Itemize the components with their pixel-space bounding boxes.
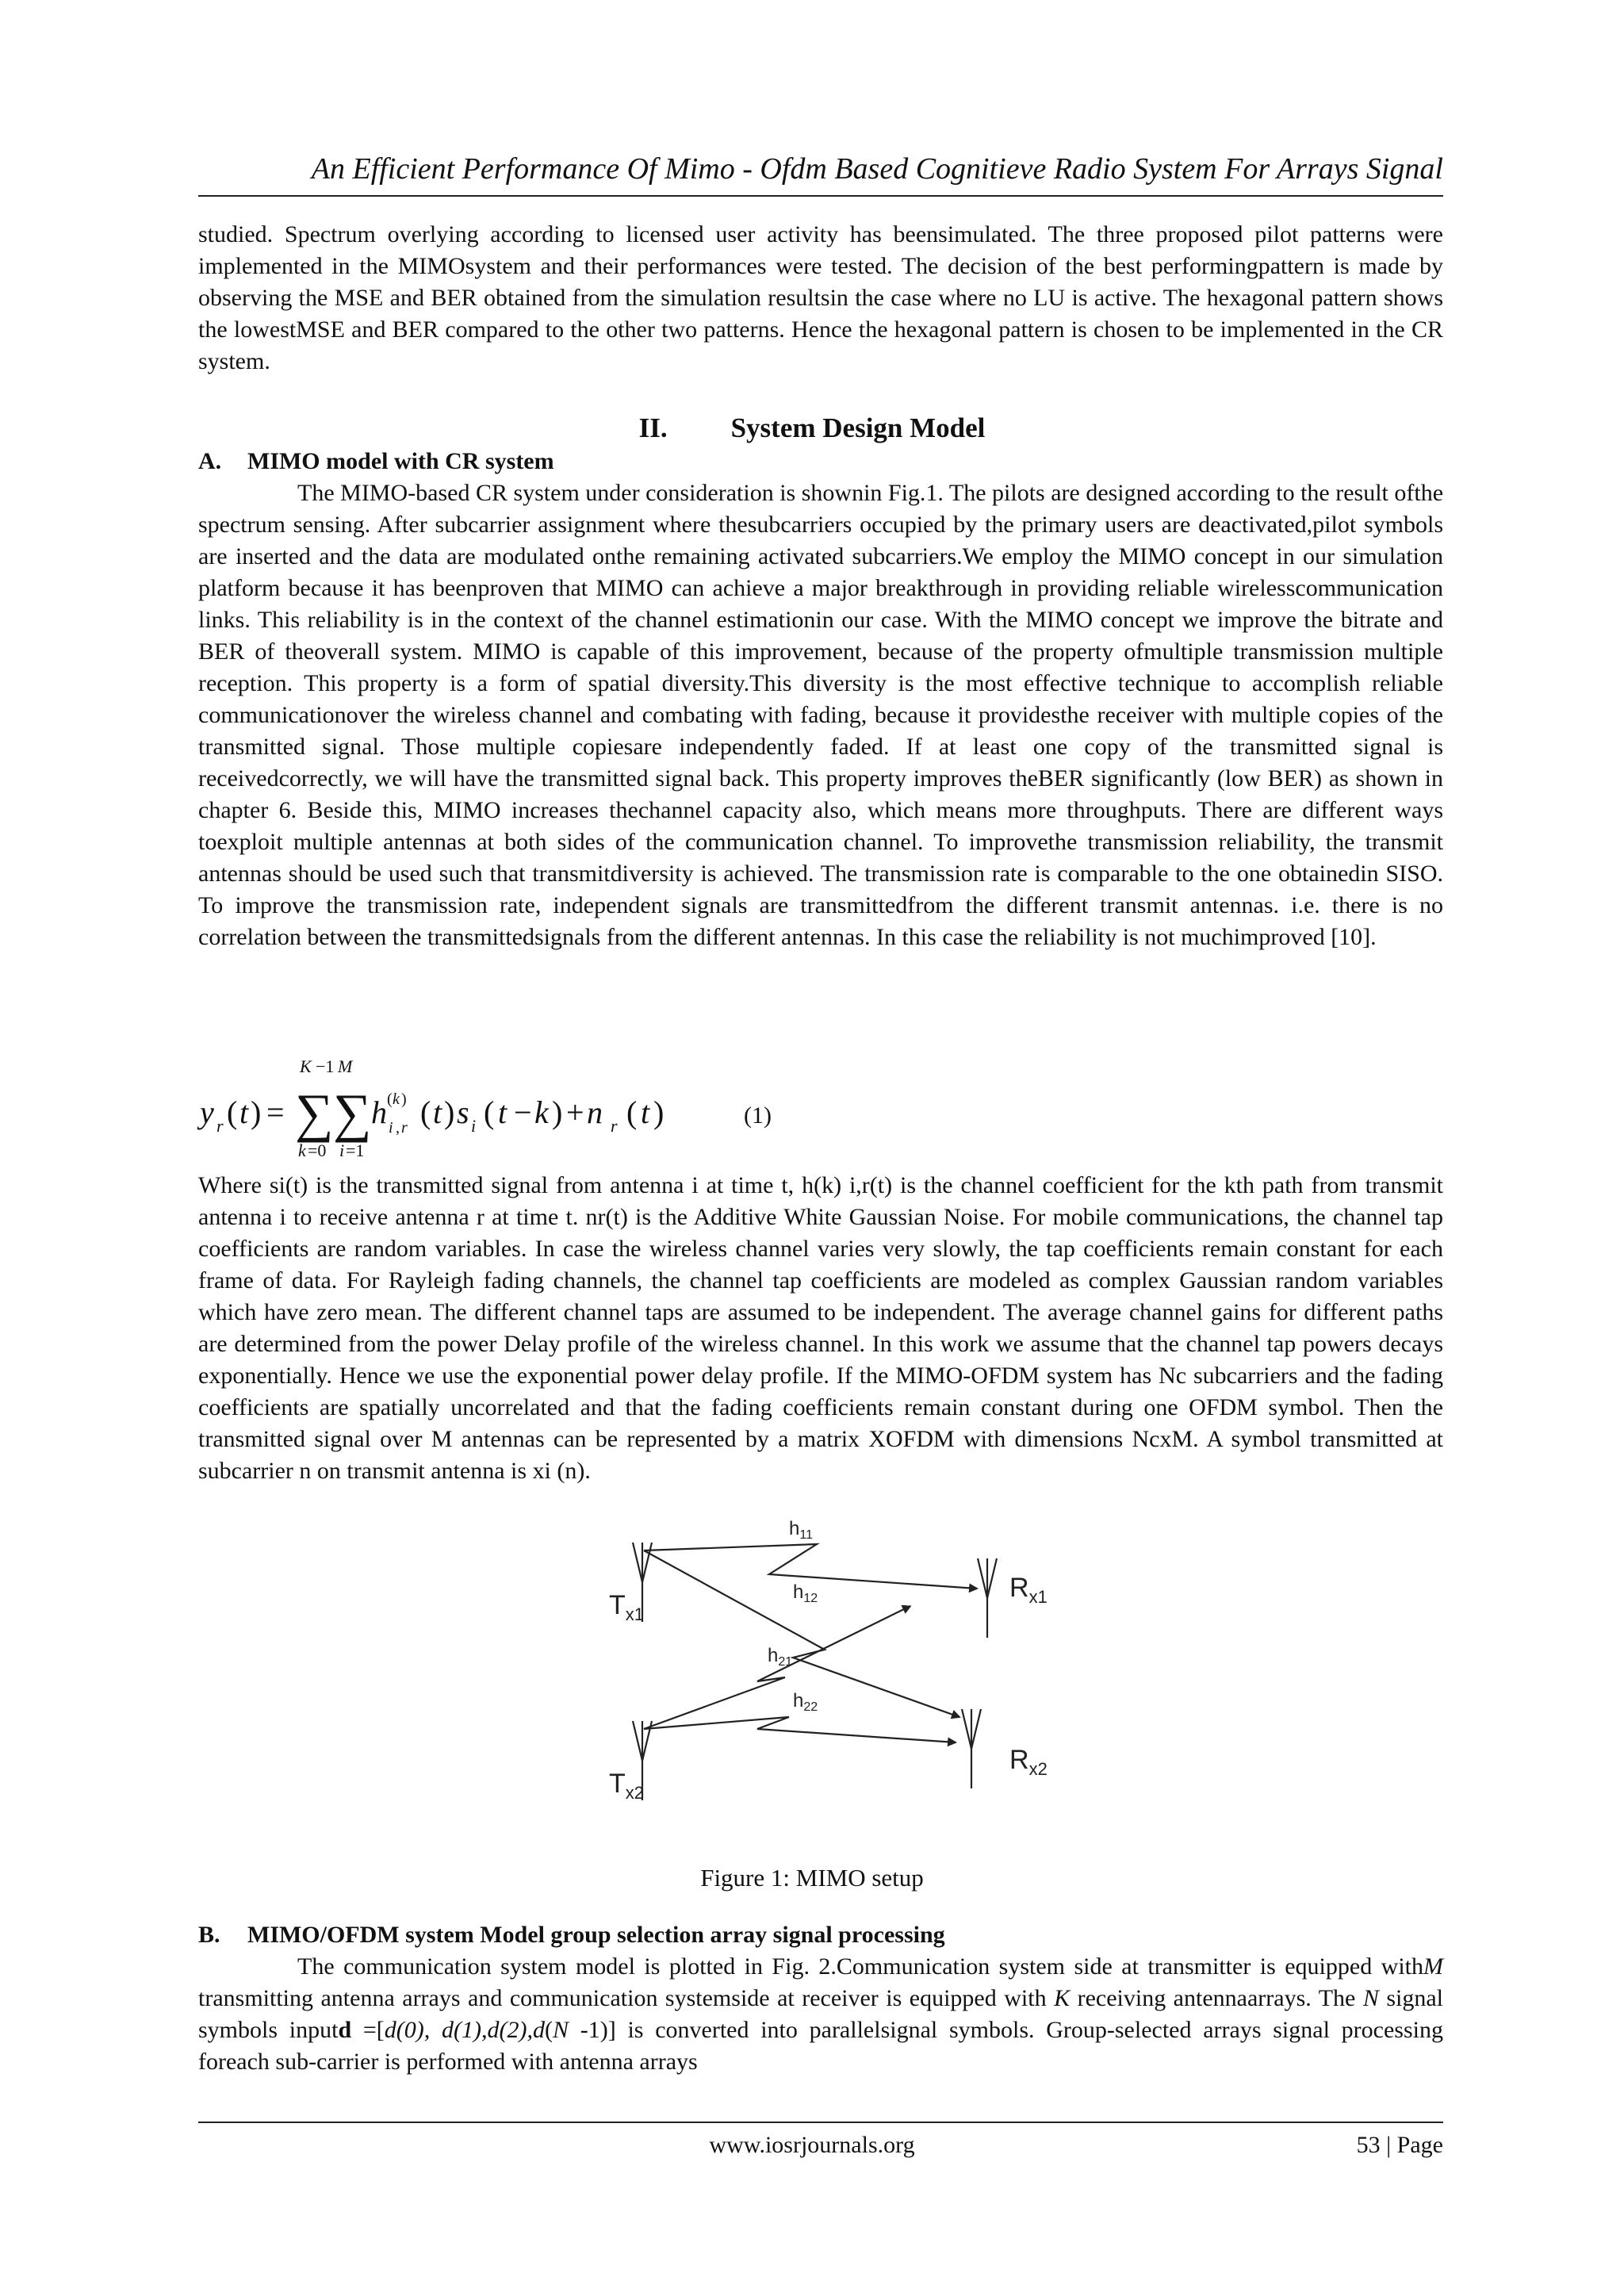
svg-text:=: = (266, 1094, 285, 1130)
symbol-N-2: N (552, 2017, 569, 2043)
svg-text:M: M (338, 1056, 353, 1076)
equation-1-graphic (198, 1055, 912, 1174)
subsection-b-text-3: receiving antennaarrays. The (1070, 1985, 1363, 2011)
svg-text:h11 (789, 1519, 813, 1542)
subsection-b-text-6: ( (544, 2017, 553, 2043)
mimo-setup-diagram (595, 1519, 1086, 1836)
svg-text:(: ( (387, 1091, 393, 1108)
rx2-antenna-icon (962, 1709, 981, 1788)
svg-text:Rx1 (1009, 1573, 1048, 1607)
section-number: II. (638, 412, 668, 443)
h21-sub: 21 (778, 1655, 793, 1669)
svg-text:s: s (457, 1094, 469, 1130)
svg-text:): ) (401, 1091, 407, 1108)
h22-path (644, 1717, 956, 1742)
equation-explanation-block (198, 1170, 1443, 1487)
rx1-antenna-icon (978, 1558, 997, 1638)
subsection-a-title: MIMO model with CR system (247, 448, 554, 474)
tx1-sub: x1 (625, 1604, 645, 1624)
subsection-b-paragraph (198, 1951, 1443, 2078)
svg-text:y: y (200, 1094, 214, 1130)
subsection-a-heading (198, 446, 1443, 477)
svg-text:i: i (389, 1119, 393, 1137)
h12-label: h (793, 1581, 804, 1603)
svg-text:): ) (552, 1094, 563, 1130)
tx2-label: T (609, 1769, 626, 1799)
svg-text:Tx1 (609, 1590, 644, 1624)
rx2-sub: x2 (1028, 1759, 1048, 1779)
section-title: System Design Model (730, 412, 986, 443)
h11-sub: 11 (799, 1528, 813, 1542)
svg-text:h21 (768, 1645, 792, 1669)
svg-text:i: i (339, 1140, 345, 1160)
svg-text:=1: =1 (346, 1140, 365, 1160)
header-rule (198, 195, 1443, 197)
svg-text:Rx2 (1009, 1745, 1048, 1779)
svg-text:t: t (641, 1094, 650, 1130)
intro-block (198, 219, 1443, 378)
svg-text:): ) (251, 1094, 262, 1130)
subsection-b-heading (198, 1919, 1443, 1951)
svg-text:(: ( (626, 1094, 638, 1130)
subsection-b-text-5: =[ (351, 2017, 385, 2043)
svg-text:r: r (611, 1116, 618, 1136)
symbol-N: N (1362, 1985, 1379, 2011)
symbol-K: K (1054, 1985, 1071, 2011)
svg-text:r: r (401, 1119, 408, 1137)
h21-label: h (768, 1645, 779, 1666)
subsection-b-text-4: signal symbols input (198, 1985, 1443, 2043)
svg-text:(: ( (227, 1094, 238, 1130)
h12-sub: 12 (803, 1592, 818, 1605)
svg-text:(: ( (420, 1094, 431, 1130)
subsection-a (198, 446, 1443, 953)
subsection-a-letter: A. (198, 448, 222, 474)
rx1-label: R (1009, 1573, 1029, 1603)
rx1-sub: x1 (1028, 1587, 1048, 1607)
footer-site: www.iosrjournals.org (709, 2132, 915, 2158)
svg-text:,: , (396, 1119, 400, 1137)
svg-text:(: ( (484, 1094, 495, 1130)
h22-label: h (793, 1690, 804, 1711)
svg-text:=0: =0 (308, 1140, 327, 1160)
subsection-b-text-2: transmitting antenna arrays and communication systemside at receiver is equipped with (198, 1985, 1055, 2011)
subsection-b-title: MIMO/OFDM system Model group selection array signal processing (247, 1922, 945, 1948)
subsection-b (198, 1919, 1443, 2078)
svg-text:k: k (393, 1091, 400, 1108)
h11-label: h (789, 1519, 800, 1539)
subsection-b-text-1: The communication system model is plotted in Fig. 2.Communication system side at transmitter is equipped with (297, 1953, 1423, 1980)
equation-1 (198, 1055, 912, 1174)
svg-text:−: − (514, 1094, 532, 1130)
svg-text:∑: ∑ (333, 1083, 372, 1143)
footer-page-number: 53 | Page (1356, 2132, 1443, 2158)
h11-path (644, 1544, 977, 1589)
section-heading (0, 412, 1624, 444)
svg-text:h22 (793, 1690, 818, 1714)
subsection-a-paragraph: The MIMO-based CR system under consideration is shownin Fig.1. The pilots are designed according to the result ofthe spectrum sensing. After subcarrier assignment where thesubcarriers occupied by the primary users are deactivated,pilot symbols are inserted and the data are modulated onthe remaining activated subcarriers.We employ the MIMO concept in our simulation platform because it has beenproven that MIMO can achieve a major breakthrough in providing reliable wirelesscommunication links. This reliability is in the context of the channel estimationin our case. With the MIMO concept we improve the bitrate and BER of theoverall system. MIMO is capable of this improvement, because of the property ofmultiple transmission multiple reception. This property is a form of spatial diversity.This diversity is the most effective technique to accomplish reliable communicationover the wireless channel and combating with fading, because it providesthe receiver with multiple copies of the transmitted signal. Those multiple copiesare independently faded. If at least one copy of the transmitted signal is receivedcorrectly, we will have the transmitted signal back. This property improves theBER significantly (low BER) as shown in chapter 6. Beside this, MIMO increases thechannel capacity also, which means more throughputs. There are different ways toexploit multiple antennas at both sides of the communication channel. To improvethe transmission reliability, the transmit antennas should be used such that transmitdiversity is achieved. The transmission rate is comparable to the one obtainedin SISO. To improve the transmission rate, independent signals are transmittedfrom the different transmit antennas. i.e. there is no correlation between the transmittedsignals from the different antennas. In this case the reliability is not muchimproved [10]. (198, 480, 1444, 950)
rx2-label: R (1009, 1745, 1029, 1775)
figure-1-caption: Figure 1: MIMO setup (700, 1864, 924, 1892)
svg-text:k: k (298, 1140, 306, 1160)
tx2-sub: x2 (625, 1783, 645, 1803)
svg-text:h: h (371, 1094, 387, 1130)
equation-number: (1) (744, 1102, 772, 1129)
equation-explanation: Where si(t) is the transmitted signal from antenna i at time t, h(k) i,r(t) is the channel coefficient for the kth path from transmit antenna i to receive antenna r at time t. nr(t) is the Additive White Gaussian Noise. For mobile communications, the channel tap coefficients are random variables. In case the wireless channel varies very slowly, the tap coefficients remain constant for each frame of data. For Rayleigh fading channels, the channel tap coefficients are modeled as complex Gaussian random variables which have zero mean. The different channel taps are assumed to be independent. The average channel gains for different paths are determined from the power Delay profile of the wireless channel. In this work we assume that the channel tap powers decays exponentially. Hence we use the exponential power delay profile. If the MIMO-OFDM system has Nc subcarriers and the fading coefficients are spatially uncorrelated and that the fading coefficients remain constant during one OFDM symbol. Then the transmitted signal over M antennas can be represented by a matrix XOFDM with dimensions NcxM. A symbol transmitted at subcarrier n on transmit antenna is xi (n). (198, 1172, 1443, 1484)
svg-text:t: t (433, 1094, 442, 1130)
svg-text:Tx2 (609, 1769, 644, 1803)
svg-text:t: t (498, 1094, 508, 1130)
svg-text:t: t (239, 1094, 249, 1130)
svg-text:∑: ∑ (295, 1083, 334, 1143)
intro-paragraph: studied. Spectrum overlying according to licensed user activity has beensimulated. The three proposed pilot patterns were implemented in the MIMOsystem and their performances were tested. The decision of the best performingpattern is made by observing the MSE and BER obtained from the simulation resultsin the case where no LU is active. The hexagonal pattern shows the lowestMSE and BER compared to the other two patterns. Hence the hexagonal pattern is chosen to be implemented in the CR system. (198, 221, 1443, 374)
figure-1 (595, 1519, 1086, 1836)
svg-text:+: + (566, 1094, 584, 1130)
running-title: An Efficient Performance Of Mimo - Ofdm Based Cognitieve Radio System For Arrays Signal (311, 152, 1443, 186)
subsection-b-text-7: -1)] is converted into parallelsignal symbols. Group-selected arrays signal processing foreach sub-carrier is performed with antenna arrays (198, 2017, 1443, 2075)
svg-text:−1: −1 (316, 1056, 335, 1076)
svg-text:): ) (653, 1094, 665, 1130)
symbol-M: M (1423, 1953, 1443, 1980)
symbol-sequence: d(0), d(1),d(2),d (384, 2017, 545, 2043)
svg-text:k: k (534, 1094, 549, 1130)
h22-sub: 22 (803, 1700, 818, 1714)
subsection-b-letter: B. (198, 1922, 220, 1948)
svg-text:i: i (471, 1116, 477, 1136)
svg-text:): ) (444, 1094, 455, 1130)
svg-text:n: n (587, 1094, 603, 1130)
footer-rule (198, 2122, 1443, 2123)
svg-text:h12 (793, 1581, 818, 1605)
svg-text:r: r (216, 1116, 224, 1136)
symbol-d: d (338, 2017, 352, 2043)
tx1-label: T (609, 1590, 626, 1620)
svg-text:K: K (300, 1056, 312, 1076)
